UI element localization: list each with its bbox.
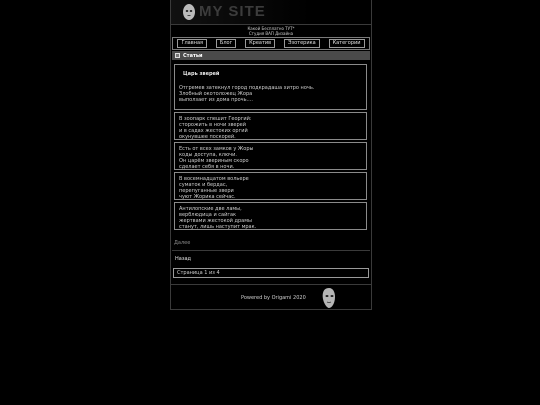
poem-line: Он царём звериным скоро: [179, 158, 249, 164]
footer-text: Powered by Origami 2020: [241, 295, 306, 301]
section-bullet-icon: [175, 53, 180, 58]
poem-line: станут, лишь наступит мрак.: [179, 224, 257, 230]
poem-line: суматок и бердас,: [179, 182, 228, 188]
nav-esoteric-button[interactable]: Эзотерика: [284, 39, 320, 48]
nav-blog-button[interactable]: Блог: [216, 39, 236, 48]
poem-line: чуют Жорика сейчас.: [179, 194, 236, 200]
section-title: Статьи: [183, 52, 203, 59]
section-header: [172, 51, 370, 60]
pagination[interactable]: Страница 1 из 4: [173, 268, 369, 278]
face-logo-icon: [179, 2, 199, 22]
poem-line: коды доступа, ключи.: [179, 152, 237, 158]
site-footer: [171, 284, 371, 310]
poem-line: Злобный окотоложец Жора: [179, 91, 253, 97]
face-mascot-icon: [319, 287, 339, 309]
read-more-link[interactable]: Далее: [174, 240, 191, 246]
site-subtitle: [171, 26, 371, 36]
nav-home-button[interactable]: Главная: [177, 39, 207, 48]
article-box-3: [174, 142, 367, 170]
subtitle-line-2: Студия ВАП Дизайна: [248, 31, 294, 36]
site-header: [171, 0, 371, 25]
poem-line: сделает себя в ночи.: [179, 164, 235, 170]
poem-line: В восемнадцатом вольере: [179, 176, 249, 182]
poem-line: и в садах жестоких оргий: [179, 128, 248, 134]
page-frame: [170, 0, 372, 310]
main-nav: [172, 37, 370, 50]
poem-line: Антилопские две ламы,: [179, 206, 242, 212]
poem-line: сторожить в ночи зверей: [179, 122, 246, 128]
article-box-4: [174, 172, 367, 200]
back-link[interactable]: Назад: [175, 256, 192, 262]
nav-categories-button[interactable]: Категории: [329, 39, 365, 48]
poem-line: перепуганные звери: [179, 188, 234, 194]
article-box-2: [174, 112, 367, 140]
article-title: Царь зверей: [183, 71, 220, 77]
article-box-1: [174, 64, 367, 110]
poem-line: В зоопарк спешит Георгий:: [179, 116, 252, 122]
site-logo-text[interactable]: MY SITE: [199, 3, 266, 20]
poem-line: жертвами жестокой драмы: [179, 218, 252, 224]
poem-line: Отгремев затекнул город подкрадаша хитро ночь.: [179, 85, 315, 91]
poem-line: верблюдица и сайгак: [179, 212, 237, 218]
poem-line: окунувшее поскорей.: [179, 134, 236, 140]
divider: [172, 250, 370, 251]
article-box-5: [174, 202, 367, 230]
poem-line: Есть от всех замков у Жоры: [179, 146, 254, 152]
poem-line: выползает из дома прочь....: [179, 97, 253, 103]
nav-creative-button[interactable]: Креатив: [245, 39, 275, 48]
subtitle-line-1: Какой Бесплатно ТУТ*: [247, 26, 295, 31]
